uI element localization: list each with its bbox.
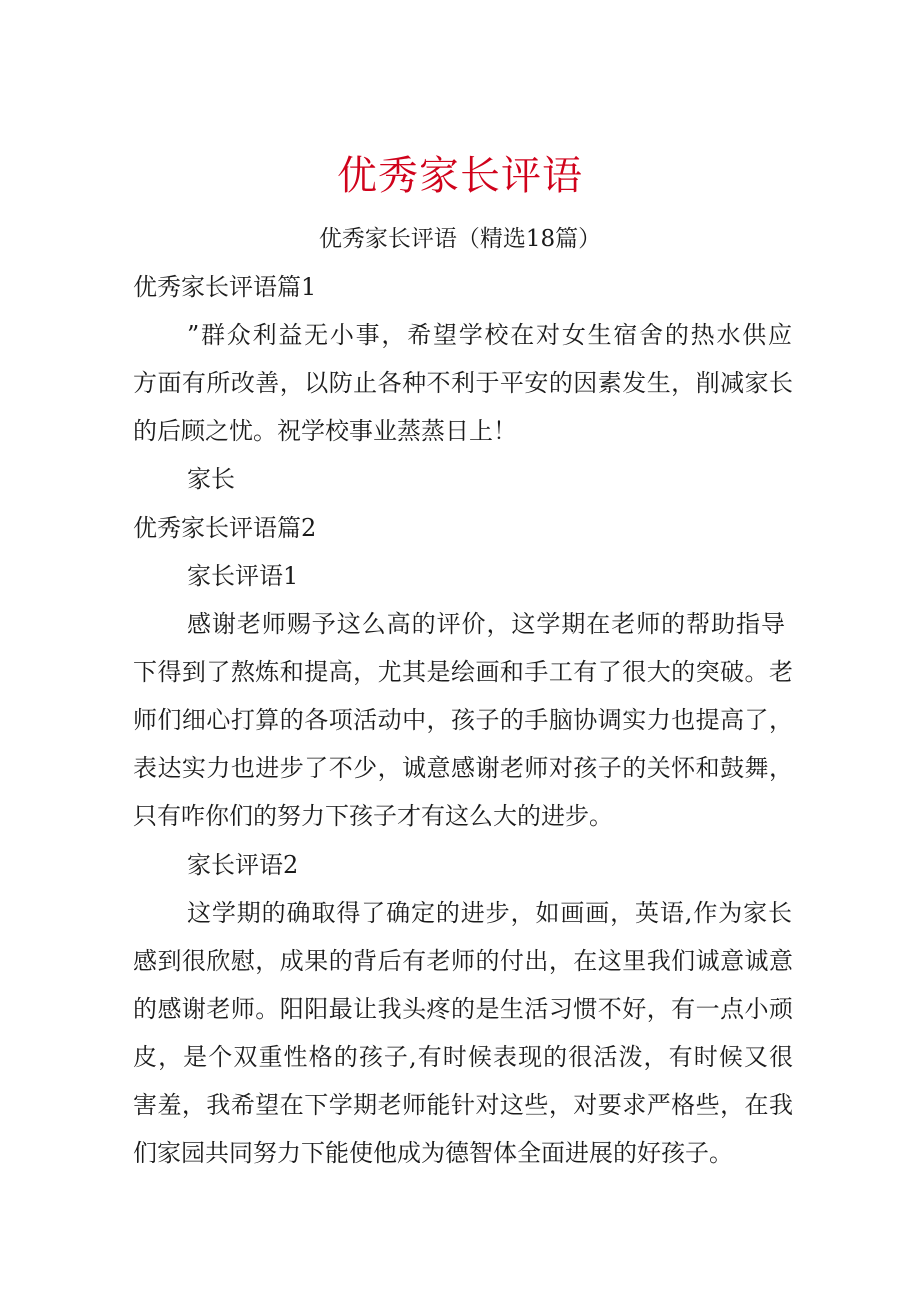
section-heading: 优秀家长评语篇2 <box>133 514 317 542</box>
paragraph-line: 害羞，我希望在下学期老师能针对这些，对要求严格些，在我 <box>133 1091 793 1119</box>
paragraph-line: ”群众利益无小事，希望学校在对女生宿舍的热水供应 <box>187 321 792 349</box>
paragraph-line: 下得到了熬炼和提高，尤其是绘画和手工有了很大的突破。老 <box>133 658 793 686</box>
sub-heading: 家长评语1 <box>187 562 299 590</box>
document-title: 优秀家长评语 <box>337 153 583 199</box>
paragraph-line: 感到很欣慰，成果的背后有老师的付出，在这里我们诚意诚意 <box>133 947 793 975</box>
paragraph-line: 表达实力也进步了不少，诚意感谢老师对孩子的关怀和鼓舞， <box>133 754 793 782</box>
paragraph-line: 这学期的确取得了确定的进步，如画画，英语,作为家长 <box>187 899 792 927</box>
sub-heading: 家长评语2 <box>187 851 299 879</box>
signature: 家长 <box>187 465 235 493</box>
paragraph-line: 皮，是个双重性格的孩子,有时候表现的很活泼，有时候又很 <box>133 1043 793 1071</box>
paragraph-line: 方面有所改善，以防止各种不利于平安的因素发生，削减家长 <box>133 369 793 397</box>
paragraph-line: 师们细心打算的各项活动中，孩子的手脑协调实力也提高了， <box>133 706 793 734</box>
paragraph-line: 的感谢老师。阳阳最让我头疼的是生活习惯不好，有一点小顽 <box>133 995 793 1023</box>
section-heading: 优秀家长评语篇1 <box>133 273 317 301</box>
paragraph-line: 感谢老师赐予这么高的评价，这学期在老师的帮助指导 <box>187 610 785 638</box>
paragraph-line: 只有咋你们的努力下孩子才有这么大的进步。 <box>133 802 613 830</box>
paragraph-line: 们家园共同努力下能使他成为德智体全面进展的好孩子。 <box>133 1139 733 1167</box>
document-subtitle: 优秀家长评语（精选18篇） <box>318 226 602 252</box>
paragraph-line: 的后顾之忧。祝学校事业蒸蒸日上！ <box>133 417 517 445</box>
